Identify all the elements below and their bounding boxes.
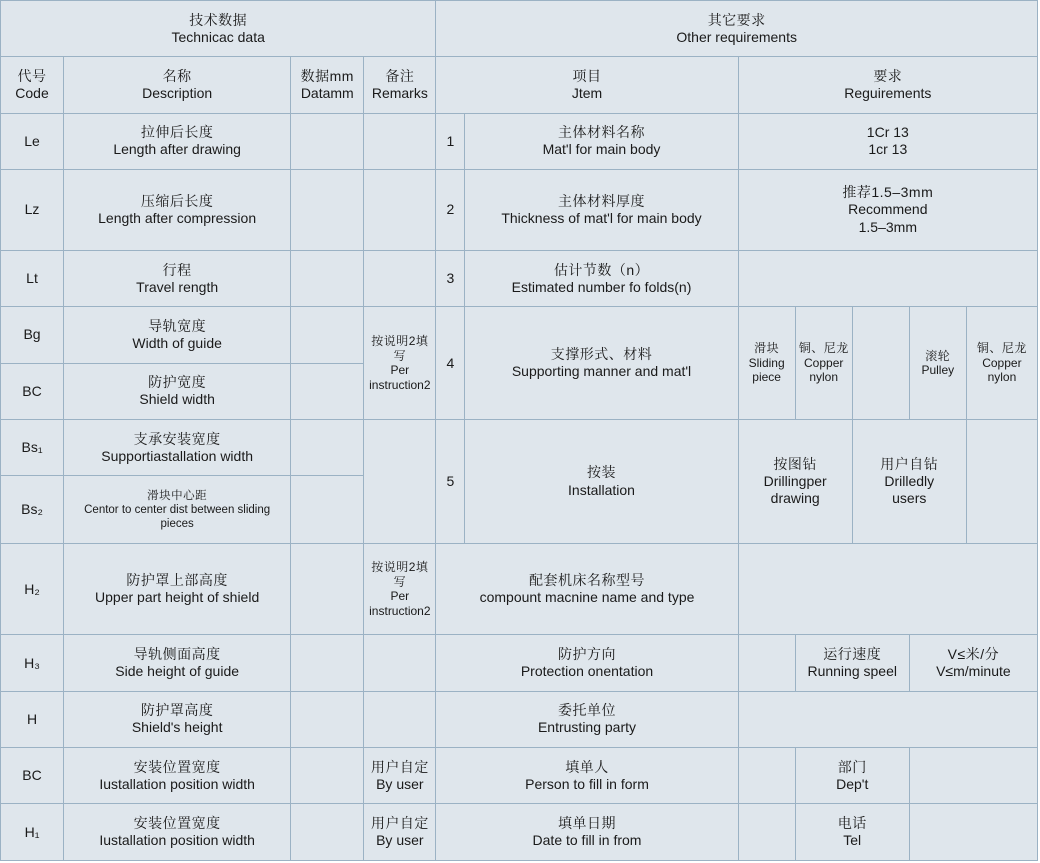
row-remark-merged-2 [364,544,436,635]
row-description-en: Iustallation position width [99,775,255,792]
row-code: BC [1,363,64,419]
column-header-item-cn: 项目 [572,67,602,84]
req-tel-value[interactable] [909,804,1037,861]
row-description-cn: 防护宽度 [148,374,207,391]
req-value[interactable] [738,544,1037,635]
req-option-copper-nylon-2[interactable] [966,307,1037,420]
table-row [1,691,1038,747]
req-option-sliding-en1: Sliding [748,355,785,370]
req-option-copper-nylon-2-en1: Copper [982,355,1022,370]
req-option-trailing-spacer[interactable] [966,420,1037,544]
req-value-line2: 1cr 13 [868,141,908,158]
row-data-value[interactable] [291,691,364,747]
column-header-description-cn: 名称 [162,67,192,84]
row-data-value[interactable] [291,635,364,691]
row-description-cn: 导轨宽度 [148,317,207,334]
req-running-speed-value-cn: V≤米/分 [947,646,1000,663]
header-band-row [1,1,1038,57]
row-description-en: Supportiastallation width [101,447,254,464]
req-item [436,544,738,635]
row-description [64,307,291,363]
row-remark-en: By user [376,832,424,849]
column-header-data-mm-cn: 数据mm [300,67,354,84]
row-remark[interactable] [364,420,436,544]
column-header-requirements [738,57,1037,113]
req-option-drilled-by-users-en2: users [892,490,927,507]
row-remark [364,804,436,861]
req-number: 4 [436,307,465,420]
row-code: BC [1,748,64,804]
header-columns-row [1,57,1038,113]
req-department-label [795,748,909,804]
row-remark[interactable] [364,250,436,306]
row-description [64,544,291,635]
req-value-blank[interactable] [738,635,795,691]
row-data-value[interactable] [291,804,364,861]
req-item [465,420,738,544]
req-running-speed-value[interactable] [909,635,1037,691]
table-row [1,804,1038,861]
req-value[interactable] [738,691,1037,747]
req-item-en: Person to fill in form [525,775,649,792]
table-row [1,250,1038,306]
column-header-code-en: Code [15,85,49,102]
req-department-en: Dep't [836,775,869,792]
req-item-cn: 填单人 [565,758,609,775]
column-header-description-en: Description [142,85,213,102]
column-header-remarks-cn: 备注 [385,67,415,84]
req-item [465,307,738,420]
req-department-cn: 部门 [837,758,867,775]
column-header-code [1,57,64,113]
req-option-copper-nylon-2-cn: 铜、尼龙 [976,341,1027,356]
table-row [1,748,1038,804]
req-item-en: Installation [568,481,635,498]
row-remark-merged-2-cn: 按说明2填写 [371,559,429,589]
req-running-speed-cn: 运行速度 [823,646,882,663]
req-value-line2: Recommend [848,201,928,218]
req-item-cn: 按装 [587,464,616,481]
req-option-pulley-en1: Pulley [921,363,955,378]
row-description-en: Iustallation position width [99,832,255,849]
row-code: Lt [1,250,64,306]
req-option-sliding-en2: piece [752,370,781,385]
req-option-pulley[interactable] [909,307,966,420]
req-number: 5 [436,420,465,544]
req-option-copper-nylon-1[interactable] [795,307,852,420]
row-code: Bs₂ [1,476,64,544]
column-header-data-mm [291,57,364,113]
row-description [64,748,291,804]
column-header-item-en: Jtem [571,85,603,102]
header-technical-data-cn: 技术数据 [189,11,248,28]
req-option-copper-nylon-1-en2: nylon [809,370,839,385]
row-remark[interactable] [364,691,436,747]
column-header-remarks-en: Remarks [371,85,428,102]
row-code: Bs₁ [1,420,64,476]
req-running-speed-value-en: V≤m/minute [936,663,1011,680]
req-value-line1: 1Cr 13 [866,124,909,141]
row-description-cn: 压缩后长度 [140,192,214,209]
row-description [64,250,291,306]
req-item-cn: 填单日期 [558,815,616,832]
row-code: Lz [1,170,64,251]
req-option-pulley-cn: 滚轮 [925,348,951,363]
row-remark-merged-1-en1: Per [390,363,410,378]
req-item [465,113,738,169]
req-option-spacer[interactable] [852,307,909,420]
row-data-value[interactable] [291,420,364,476]
req-running-speed-label [795,635,909,691]
header-technical-data [1,1,436,57]
column-header-code-cn: 代号 [17,67,47,84]
row-remark[interactable] [364,635,436,691]
row-remark[interactable] [364,170,436,251]
req-number: 2 [436,170,465,251]
header-other-requirements-cn: 其它要求 [707,11,766,28]
req-item [436,635,738,691]
req-option-drill-per-drawing-en2: drawing [770,490,820,507]
req-item-cn: 配套机床名称型号 [529,572,645,589]
row-data-value[interactable] [291,113,364,169]
req-item-cn: 主体材料名称 [558,124,645,141]
row-data-value[interactable] [291,748,364,804]
req-tel-en: Tel [843,832,862,849]
row-description-cn: 安装位置宽度 [133,758,221,775]
req-item [465,250,738,306]
row-code: H [1,691,64,747]
row-description-en: Centor to center dist between sliding pieces [84,503,271,530]
req-item-en: Protection onentation [520,663,654,680]
row-remark-merged-2-en1: Per [390,589,410,604]
row-description [64,635,291,691]
row-data-value[interactable] [291,476,364,544]
row-data-value[interactable] [291,544,364,635]
header-other-requirements [436,1,1038,57]
row-description [64,804,291,861]
row-remark[interactable] [364,113,436,169]
row-remark [364,748,436,804]
row-description-en: Shield width [139,391,215,408]
req-value[interactable] [738,250,1037,306]
row-remark-merged-1-cn: 按说明2填写 [371,333,429,363]
row-remark-cn: 用户自定 [370,815,429,832]
row-description-en: Travel rength [136,278,219,295]
req-item-cn: 支撑形式、材料 [550,346,653,363]
row-data-value[interactable] [291,170,364,251]
column-header-requirements-en: Reguirements [844,85,932,102]
row-description-cn: 拉伸后长度 [140,124,214,141]
column-header-remarks [364,57,436,113]
row-remark-merged-2-en2: instruction2 [369,603,431,618]
row-code: H₁ [1,804,64,861]
row-description [64,691,291,747]
req-running-speed-en: Running speel [807,663,897,680]
table-row [1,635,1038,691]
row-data-value[interactable] [291,250,364,306]
row-description-cn: 行程 [162,261,192,278]
req-item-cn: 委托单位 [558,702,616,719]
req-item-en: Estimated number fo folds(n) [511,278,692,295]
row-data-value[interactable] [291,307,364,363]
req-option-drilled-by-users-en1: Drilledly [884,472,935,489]
req-item-en: Entrusting party [537,719,637,736]
req-option-sliding[interactable] [738,307,795,420]
req-item-en: compount macnine name and type [479,589,695,606]
row-remark-merged-1 [364,307,436,420]
req-option-copper-nylon-2-en2: nylon [987,370,1017,385]
table-row [1,170,1038,251]
req-item-en: Thickness of mat'l for main body [501,210,702,226]
req-item-cn: 防护方向 [558,646,616,663]
row-description [64,476,291,544]
row-code: Le [1,113,64,169]
row-description [64,420,291,476]
req-item [465,170,738,251]
row-data-value[interactable] [291,363,364,419]
req-option-copper-nylon-1-cn: 铜、尼龙 [798,341,849,356]
req-item-cn: 估计节数（n） [553,261,650,278]
row-description-cn: 安装位置宽度 [133,815,221,832]
row-code: H₃ [1,635,64,691]
header-technical-data-en: Technicac data [171,28,265,45]
req-value-blank[interactable] [738,804,795,861]
req-item-en: Date to fill in from [532,832,642,849]
row-description-cn: 导轨侧面高度 [133,646,221,663]
row-description [64,113,291,169]
table-row [1,307,1038,363]
req-value-line1: 推荐1.5–3mm [842,184,934,201]
req-option-drill-per-drawing[interactable] [738,420,852,544]
req-tel-label [795,804,909,861]
table-row [1,113,1038,169]
req-value[interactable] [738,113,1037,169]
req-number: 3 [436,250,465,306]
req-value-blank[interactable] [738,748,795,804]
req-option-drilled-by-users-cn: 用户自钻 [880,455,939,472]
column-header-requirements-cn: 要求 [873,67,903,84]
header-other-requirements-en: Other requirements [676,28,797,45]
row-description-cn: 滑块中心距 [147,489,208,502]
req-tel-cn: 电话 [837,815,867,832]
req-option-sliding-cn: 滑块 [754,341,780,356]
row-description-en: Shield's height [131,719,223,736]
row-description-cn: 防护罩高度 [140,702,214,719]
req-value-line3: 1.5–3mm [858,218,917,235]
row-description-en: Length after compression [98,210,257,226]
row-remark-merged-1-en2: instruction2 [369,377,431,392]
req-item-en: Supporting manner and mat'l [511,363,692,380]
req-option-drilled-by-users[interactable] [852,420,966,544]
row-remark-cn: 用户自定 [370,758,429,775]
req-item-en: Mat'l for main body [542,141,661,158]
row-description-en: Length after drawing [113,141,241,158]
row-remark-en: By user [376,775,424,792]
req-option-drill-per-drawing-en1: Drillingper [763,472,827,489]
row-description-cn: 防护罩上部高度 [126,572,228,589]
column-header-item [436,57,738,113]
row-description-en: Side height of guide [115,663,240,680]
row-code: H₂ [1,544,64,635]
column-header-description [64,57,291,113]
req-department-value[interactable] [909,748,1037,804]
req-number: 1 [436,113,465,169]
req-item [436,748,738,804]
row-description-en: Upper part height of shield [95,589,260,606]
table-row [1,420,1038,476]
row-description-en: Width of guide [132,334,222,351]
req-item [436,691,738,747]
req-option-copper-nylon-1-en1: Copper [804,355,844,370]
table-row [1,544,1038,635]
row-description [64,170,291,251]
req-value[interactable] [738,170,1037,251]
row-description [64,363,291,419]
row-description-cn: 支承安装宽度 [133,430,221,447]
column-header-data-mm-en: Datamm [300,85,354,102]
req-item [436,804,738,861]
req-option-drill-per-drawing-cn: 按图钻 [773,455,817,472]
req-item-cn: 主体材料厚度 [558,192,645,209]
row-code: Bg [1,307,64,363]
